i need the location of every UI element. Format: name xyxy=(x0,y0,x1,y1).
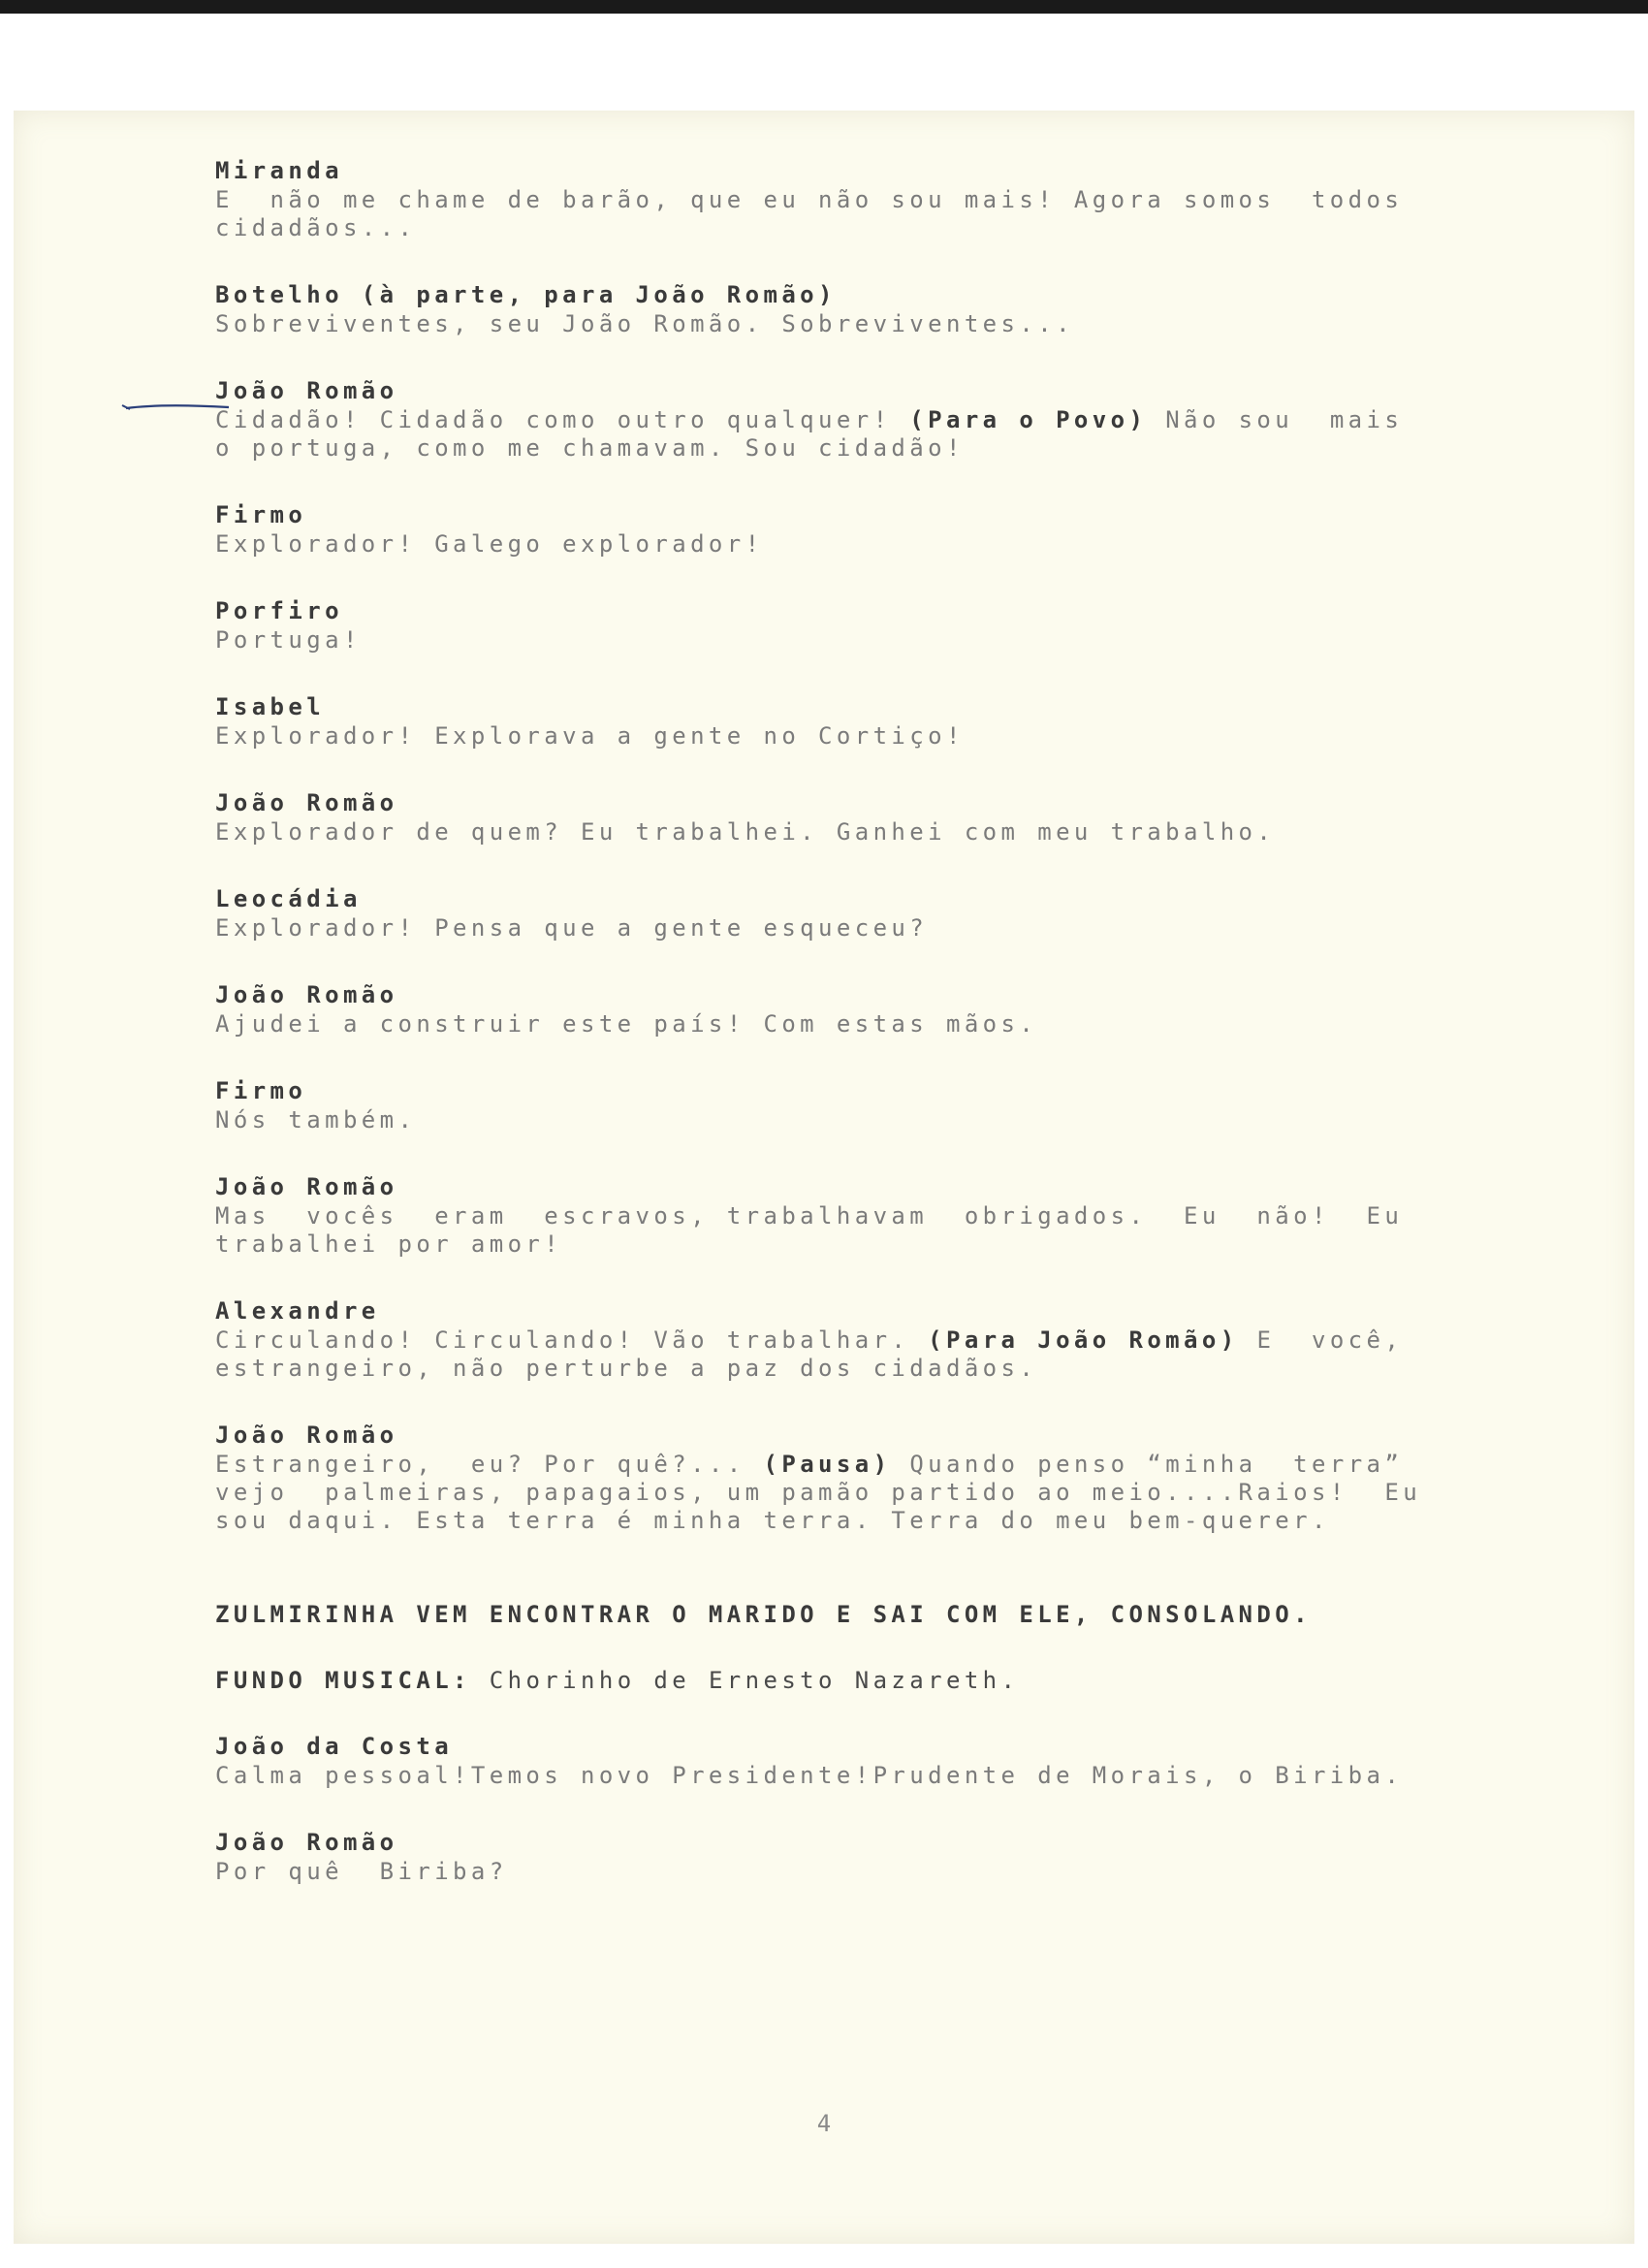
dialogue-block xyxy=(215,1295,1485,1383)
dialogue-block xyxy=(215,1827,1485,1886)
spacer xyxy=(215,1572,1485,1599)
stage-direction-inline: (Para João Romão) xyxy=(928,1326,1239,1354)
stage-direction-music xyxy=(215,1665,1485,1696)
dialogue-text: Estrangeiro, eu? Por quê?... xyxy=(215,1451,745,1478)
dialogue-line: vejo palmeiras, papagaios, um pamão partido ao meio....Raios! Eu xyxy=(215,1479,1422,1506)
dialogue-text: Cidadão! Cidadão como outro qualquer! xyxy=(215,406,892,433)
scanner-edge xyxy=(0,0,1648,14)
speaker-name: Miranda xyxy=(215,157,343,184)
dialogue-block xyxy=(215,279,1485,338)
dialogue-block xyxy=(215,1075,1485,1134)
dialogue-block xyxy=(215,375,1485,463)
dialogue-block xyxy=(215,787,1485,847)
dialogue-block xyxy=(215,155,1485,242)
dialogue-line: Portuga! xyxy=(215,626,362,654)
speaker-name: Firmo xyxy=(215,1077,307,1104)
stage-direction-inline: (Para o Povo) xyxy=(909,406,1148,433)
speaker-name: Botelho (à parte, para João Romão) xyxy=(215,281,837,308)
pen-margin-mark xyxy=(114,399,231,419)
dialogue-line: estrangeiro, não perturbe a paz dos cidadãos. xyxy=(215,1355,1038,1382)
dialogue-line: cidadãos... xyxy=(215,214,417,241)
speaker-name: Isabel xyxy=(215,693,326,720)
speaker-name: Leocádia xyxy=(215,885,362,912)
dialogue-line: E não me chame de barão, que eu não sou mais! Agora somos todos xyxy=(215,186,1404,213)
dialogue-line: sou daqui. Esta terra é minha terra. Terra do meu bem-querer. xyxy=(215,1507,1330,1534)
speaker-name: João Romão xyxy=(215,981,398,1008)
dialogue-line: o portuga, como me chamavam. Sou cidadão! xyxy=(215,434,965,462)
dialogue-line: Explorador! Galego explorador! xyxy=(215,530,764,558)
dialogue-line xyxy=(215,1451,1485,1479)
page-number: 4 xyxy=(816,2110,832,2137)
dialogue-text: Quando penso “minha terra” xyxy=(909,1451,1404,1478)
stage-direction-text: Chorinho de Ernesto Nazareth. xyxy=(489,1667,1020,1694)
speaker-name: João Romão xyxy=(215,377,398,404)
dialogue-block xyxy=(215,595,1485,655)
speaker-name: João Romão xyxy=(215,789,398,816)
dialogue-line: Explorador! Explorava a gente no Cortiço! xyxy=(215,722,965,750)
speaker-name: João Romão xyxy=(215,1173,398,1200)
stage-direction-inline: (Pausa) xyxy=(763,1451,892,1478)
speaker-name: João da Costa xyxy=(215,1733,454,1760)
speaker-name: João Romão xyxy=(215,1829,398,1856)
dialogue-line: Calma pessoal!Temos novo Presidente!Prudente de Morais, o Biriba. xyxy=(215,1762,1404,1789)
dialogue-line: Nós também. xyxy=(215,1106,417,1134)
speaker-name: Alexandre xyxy=(215,1297,380,1325)
dialogue-block xyxy=(215,691,1485,751)
speaker-name: Firmo xyxy=(215,501,307,528)
dialogue-block xyxy=(215,979,1485,1038)
dialogue-text: E você, xyxy=(1256,1326,1404,1354)
stage-direction: ZULMIRINHA VEM ENCONTRAR O MARIDO E SAI COM ELE, CONSOLANDO. xyxy=(215,1601,1312,1628)
dialogue-line: Explorador! Pensa que a gente esqueceu? xyxy=(215,914,929,942)
dialogue-line: Mas vocês eram escravos, trabalhavam obrigados. Eu não! Eu xyxy=(215,1202,1404,1230)
dialogue-line xyxy=(215,406,1485,434)
dialogue-line xyxy=(215,1326,1485,1355)
speaker-name: João Romão xyxy=(215,1421,398,1449)
dialogue-block xyxy=(215,499,1485,559)
speaker-name: Porfiro xyxy=(215,597,343,624)
stage-direction-label: FUNDO MUSICAL: xyxy=(215,1667,471,1694)
dialogue-block xyxy=(215,883,1485,942)
dialogue-line: Explorador de quem? Eu trabalhei. Ganhei com meu trabalho. xyxy=(215,818,1276,846)
dialogue-block xyxy=(215,1731,1485,1790)
dialogue-line: Ajudei a construir este país! Com estas mãos. xyxy=(215,1010,1038,1038)
dialogue-block xyxy=(215,1420,1485,1535)
script-text xyxy=(215,155,1485,1923)
dialogue-line: Por quê Biriba? xyxy=(215,1858,508,1885)
dialogue-line: trabalhei por amor! xyxy=(215,1230,563,1258)
dialogue-line: Sobreviventes, seu João Romão. Sobreviventes... xyxy=(215,310,1074,337)
dialogue-text: Circulando! Circulando! Vão trabalhar. xyxy=(215,1326,910,1354)
dialogue-text: Não sou mais xyxy=(1165,406,1404,433)
dialogue-block xyxy=(215,1171,1485,1259)
